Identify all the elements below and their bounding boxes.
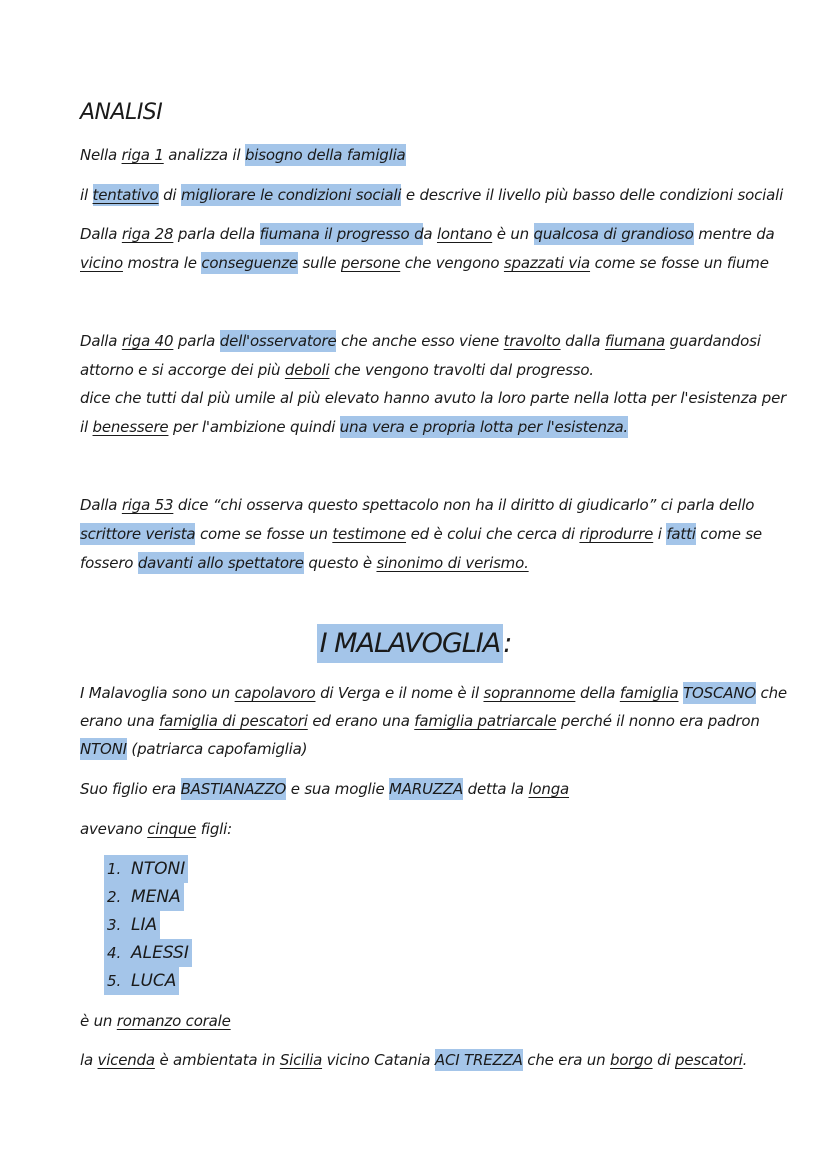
- list-item: 4. ALESSI: [104, 939, 192, 967]
- underlined-text: riga 40: [121, 332, 174, 350]
- malavoglia-line-1: [80, 682, 787, 704]
- text: sulle: [297, 254, 341, 272]
- underlined-text: sinonimo di verismo.: [376, 554, 529, 572]
- underlined-text: fiumana: [604, 332, 666, 350]
- highlighted-text: MARUZZA: [389, 780, 464, 798]
- text: figli:: [196, 820, 232, 838]
- text: ed erano una: [307, 712, 415, 730]
- underlined-text: romanzo corale: [116, 1012, 231, 1030]
- list-item: 5. LUCA: [104, 967, 192, 995]
- highlighted-text: migliorare le condizioni sociali: [180, 186, 402, 204]
- text: parla della: [173, 225, 260, 243]
- text: è un: [80, 1012, 117, 1030]
- text: dalla: [560, 332, 605, 350]
- text: che: [755, 684, 787, 702]
- underlined-text: borgo: [610, 1051, 653, 1069]
- highlighted-text: una vera e propria lotta per l'esistenza.: [339, 418, 629, 436]
- malavoglia-line-2: [80, 710, 760, 732]
- highlighted-text: davanti allo spettatore: [137, 554, 304, 572]
- analisi-line-9: [80, 494, 754, 516]
- text: e sua moglie: [286, 780, 390, 798]
- text: mentre da: [693, 225, 775, 243]
- malavoglia-line-7: [80, 1049, 747, 1071]
- text: come se fosse un fiume: [590, 254, 769, 272]
- underlined-text: riga 28: [121, 225, 174, 243]
- highlighted-text: TOSCANO: [683, 684, 756, 702]
- text: ed è colui che cerca di: [406, 525, 580, 543]
- highlighted-text: conseguenze: [201, 254, 298, 272]
- text: Nella: [80, 146, 122, 164]
- underlined-text: vicenda: [97, 1051, 155, 1069]
- text: parla: [173, 332, 220, 350]
- text: di: [158, 186, 181, 204]
- malavoglia-line-3: [80, 738, 307, 760]
- underlined-text: soprannome: [483, 684, 576, 702]
- text: di: [652, 1051, 676, 1069]
- highlighted-text: bisogno della famiglia: [244, 146, 406, 164]
- malavoglia-line-5: [80, 818, 232, 840]
- heading-analisi: ANALISI: [80, 100, 163, 125]
- analisi-line-2: [80, 184, 783, 206]
- highlighted-text: scrittore verista: [80, 525, 196, 543]
- analisi-line-3: [80, 223, 775, 245]
- underlined-text: pescatori: [675, 1051, 743, 1069]
- underlined-text: longa: [528, 780, 570, 798]
- analisi-line-6: [80, 359, 594, 381]
- underlined-text: Sicilia: [279, 1051, 323, 1069]
- malavoglia-line-4: [80, 778, 569, 800]
- highlighted-text: fiumana il progresso d: [259, 225, 424, 243]
- text: i: [653, 525, 667, 543]
- text: a: [423, 225, 437, 243]
- highlighted-text: qualcosa di grandioso: [533, 225, 694, 243]
- highlighted-text: tentativo: [92, 186, 159, 204]
- analisi-line-4: [80, 252, 769, 274]
- text: che anche esso viene: [336, 332, 504, 350]
- text: I Malavoglia sono un: [80, 684, 235, 702]
- highlighted-text: ACI TREZZA: [434, 1051, 523, 1069]
- analisi-line-10: [80, 523, 762, 545]
- highlighted-text: dell'osservatore: [219, 332, 337, 350]
- underlined-text: riga 53: [121, 496, 174, 514]
- text: vicino Catania: [322, 1051, 435, 1069]
- text: mostra le: [122, 254, 202, 272]
- text: è un: [492, 225, 534, 243]
- underlined-text: riprodurre: [579, 525, 654, 543]
- text: dice che tutti dal più umile al più elevato hanno avuto la loro parte nella lotta per l'esistenza per: [80, 389, 787, 407]
- highlighted-text: fatti: [666, 525, 696, 543]
- text: attorno e si accorge dei più: [80, 361, 285, 379]
- text: come se: [695, 525, 762, 543]
- underlined-text: famiglia patriarcale: [414, 712, 557, 730]
- highlighted-text: BASTIANAZZO: [180, 780, 287, 798]
- text: questo è: [303, 554, 377, 572]
- heading-malavoglia: [0, 628, 828, 659]
- underlined-text: persone: [340, 254, 401, 272]
- text: che era un: [522, 1051, 610, 1069]
- text: avevano: [80, 820, 148, 838]
- underlined-text: spazzati via: [503, 254, 591, 272]
- text: .: [742, 1051, 748, 1069]
- text: dice “chi osserva questo spettacolo non ha il diritto di giudicarlo” ci parla dello: [173, 496, 755, 514]
- children-list: [104, 855, 192, 995]
- underlined-text: deboli: [284, 361, 330, 379]
- text: della: [575, 684, 620, 702]
- text: Suo figlio era: [80, 780, 181, 798]
- text: Dalla: [80, 496, 122, 514]
- underlined-text: benessere: [92, 418, 169, 436]
- text: il: [80, 418, 93, 436]
- text: il: [80, 186, 93, 204]
- analisi-line-8: [80, 416, 628, 438]
- text: la: [80, 1051, 98, 1069]
- text: fossero: [80, 554, 138, 572]
- text: che vengono: [400, 254, 504, 272]
- text: Dalla: [80, 332, 122, 350]
- underlined-text: lontano: [436, 225, 493, 243]
- analisi-line-11: [80, 552, 529, 574]
- analisi-line-7: [80, 387, 786, 409]
- title-colon: :: [503, 628, 512, 659]
- underlined-text: travolto: [503, 332, 561, 350]
- underlined-text: vicino: [80, 254, 123, 272]
- text: come se fosse un: [195, 525, 333, 543]
- underlined-text: testimone: [332, 525, 407, 543]
- malavoglia-line-6: [80, 1010, 231, 1032]
- underlined-text: famiglia di pescatori: [159, 712, 308, 730]
- list-item: 2. MENA: [104, 883, 192, 911]
- text: e descrive il livello più basso delle condizioni sociali: [401, 186, 784, 204]
- underlined-text: capolavoro: [234, 684, 316, 702]
- highlighted-text: NTONI: [80, 740, 127, 758]
- highlighted-title: I MALAVOGLIA: [317, 624, 504, 663]
- text: di Verga e il nome è il: [315, 684, 484, 702]
- list-item: 1. NTONI: [104, 855, 192, 883]
- underlined-text: cinque: [147, 820, 197, 838]
- text: è ambientata in: [154, 1051, 280, 1069]
- text: che vengono travolti dal progresso.: [329, 361, 594, 379]
- underlined-text: famiglia: [619, 684, 679, 702]
- text: perché il nonno era padron: [556, 712, 760, 730]
- text: guardandosi: [665, 332, 761, 350]
- underlined-text: riga 1: [121, 146, 164, 164]
- analisi-line-1: [80, 144, 406, 166]
- text: (patriarca capofamiglia): [126, 740, 308, 758]
- text: erano una: [80, 712, 160, 730]
- text: Dalla: [80, 225, 122, 243]
- list-item: 3. LIA: [104, 911, 192, 939]
- text: analizza il: [163, 146, 245, 164]
- analisi-line-5: [80, 330, 761, 352]
- text: per l'ambizione quindi: [168, 418, 340, 436]
- text: detta la: [463, 780, 529, 798]
